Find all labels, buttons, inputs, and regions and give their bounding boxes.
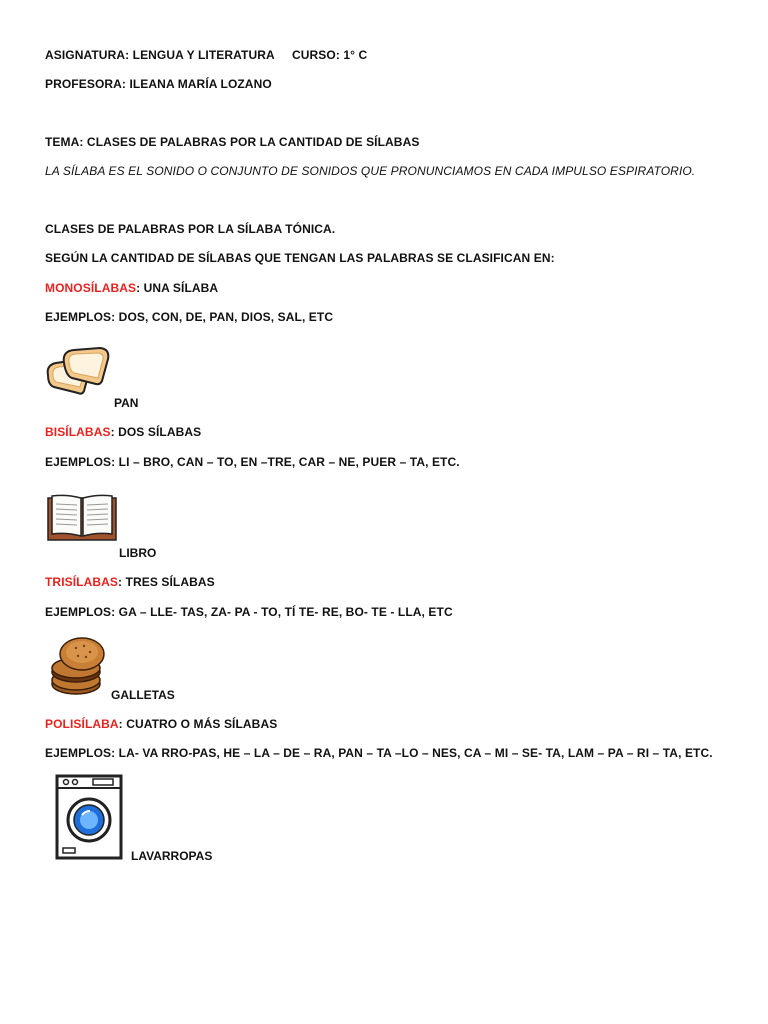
cookies-icon [48, 632, 108, 698]
category-term: TRISÍLABAS [45, 575, 118, 589]
category-description: : TRES SÍLABAS [118, 575, 215, 589]
bread-icon [44, 345, 114, 399]
category-description: : UNA SÍLABA [136, 281, 219, 295]
image-label-lavarropas: LAVARROPAS [131, 849, 213, 863]
course-label: CURSO: 1° C [292, 48, 368, 62]
subject-label: ASIGNATURA: LENGUA Y LITERATURA [45, 48, 275, 62]
section-heading: CLASES DE PALABRAS POR LA SÍLABA TÓNICA. [45, 222, 336, 236]
teacher-label: PROFESORA: ILEANA MARÍA LOZANO [45, 77, 272, 91]
image-label-galletas: GALLETAS [111, 688, 175, 702]
image-label-pan: PAN [114, 396, 139, 410]
category-term: BISÍLABAS [45, 425, 111, 439]
image-label-libro: LIBRO [119, 546, 157, 560]
syllable-definition: LA SÍLABA ES EL SONIDO O CONJUNTO DE SONIDOS QUE PRONUNCIAMOS EN CADA IMPULSO ESPIRATORIO. [45, 164, 696, 178]
examples-trisilabas: EJEMPLOS: GA – LLE- TAS, ZA- PA - TO, TÍ TE- RE, BO- TE - LLA, ETC [45, 605, 453, 619]
category-bisilabas [45, 425, 201, 439]
category-term: MONOSÍLABAS [45, 281, 137, 295]
category-polisilaba [45, 717, 277, 731]
examples-monosilabas: EJEMPLOS: DOS, CON, DE, PAN, DIOS, SAL, ETC [45, 310, 334, 324]
section-intro: SEGÚN LA CANTIDAD DE SÍLABAS QUE TENGAN LAS PALABRAS SE CLASIFICAN EN: [45, 251, 555, 265]
examples-polisilaba: EJEMPLOS: LA- VA RRO-PAS, HE – LA – DE – RA, PAN – TA –LO – NES, CA – MI – SE- TA, LAM – PA – RI – TA, ETC. [45, 746, 713, 760]
category-description: : DOS SÍLABAS [110, 425, 202, 439]
washing-machine-icon [55, 774, 123, 860]
category-term: POLISÍLABA [45, 717, 119, 731]
book-icon [46, 494, 118, 542]
category-description: : CUATRO O MÁS SÍLABAS [118, 717, 278, 731]
topic-title: TEMA: CLASES DE PALABRAS POR LA CANTIDAD DE SÍLABAS [45, 135, 420, 149]
examples-bisilabas: EJEMPLOS: LI – BRO, CAN – TO, EN –TRE, CAR – NE, PUER – TA, ETC. [45, 455, 460, 469]
category-monosilabas [45, 281, 218, 295]
category-trisilabas [45, 575, 215, 589]
